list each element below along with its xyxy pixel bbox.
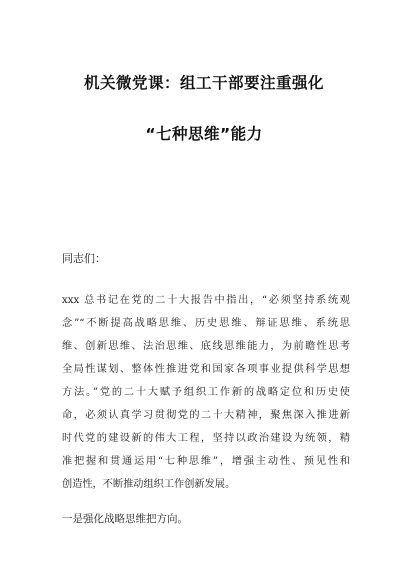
salutation: 同志们：	[62, 252, 106, 265]
paragraph-line: 时代党的建设新的伟大工程，坚持以政治建设为统领，精	[62, 433, 350, 444]
paragraph-line: 全局性谋划、整体性推进党和国家各项事业提供科学思想	[62, 364, 350, 375]
paragraph-line: 准把握和贯通运用“七种思维”，增强主动性、预见性和	[62, 456, 350, 467]
document-title-line-1: 机关微党课：组工干部要注重强化	[83, 74, 324, 92]
paragraph-line: 方法。”党的二十大赋予组织工作新的战略定位和历史使	[62, 387, 350, 398]
paragraph-line: 创造性，不断推动组织工作创新发展。	[62, 479, 236, 490]
section-heading: 一是强化战略思维把方向。	[62, 513, 188, 525]
document-title-line-2: “七种思维”能力	[145, 125, 263, 143]
paragraph-line: 维、创新思维、法治思维、底线思维能力，为前瞻性思考	[62, 341, 350, 352]
paragraph-line: 念”“不断提高战略思维、历史思维、辩证思维、系统思	[62, 318, 350, 329]
paragraph-line: 命，必须认真学习贯彻党的二十大精神，聚焦深入推进新	[62, 410, 350, 421]
paragraph-line: xxx 总书记在党的二十大报告中指出，“必须坚持系统观	[62, 295, 350, 306]
